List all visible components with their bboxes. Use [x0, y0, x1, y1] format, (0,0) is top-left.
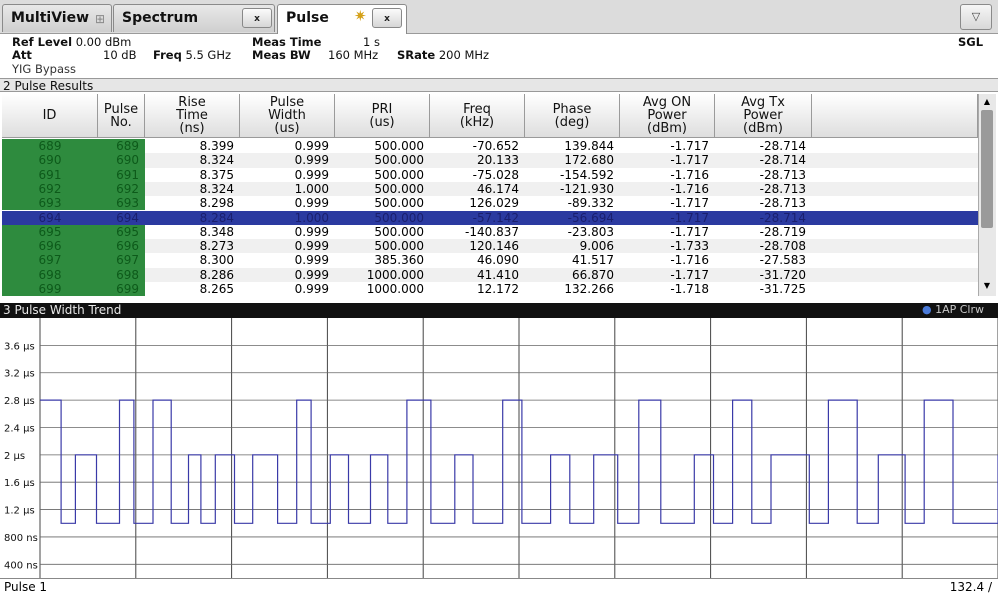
pulse-results-table: [2, 94, 978, 296]
col-pulse-no-cell: 696: [98, 239, 145, 253]
col-id-cell: 691: [2, 168, 98, 182]
col-pri-cell: 500.000: [374, 224, 424, 239]
table-row[interactable]: [2, 182, 978, 196]
tab-pulse-label: Pulse: [286, 10, 329, 26]
meas-time-setting: Meas Time: [252, 35, 322, 49]
col-id-header[interactable]: ID: [2, 94, 98, 138]
col-pulse-no-cell: 697: [98, 253, 145, 267]
scrollbar-thumb[interactable]: [981, 110, 993, 228]
scroll-down-icon[interactable]: ▼: [983, 281, 991, 290]
col-avg-on-power-cell: -1.717: [670, 267, 709, 282]
col-phase-cell: -23.803: [567, 224, 614, 239]
y-tick-label: 2.8 µs: [4, 396, 35, 408]
chevron-down-icon: ▽: [971, 10, 981, 23]
header-filler: [812, 94, 978, 138]
col-pulse-no-cell: 691: [98, 168, 145, 182]
col-pulse-width-cell: 1.000: [294, 181, 329, 196]
col-rise-time-cell: 8.324: [199, 181, 234, 196]
col-rise-time-cell: 8.286: [199, 267, 234, 282]
table-row[interactable]: [2, 139, 978, 153]
col-pri-cell: 500.000: [374, 153, 424, 168]
trend-title-text: 3 Pulse Width Trend: [3, 303, 122, 317]
col-freq-cell: 20.133: [477, 153, 519, 168]
col-pulse-no-cell: 698: [98, 268, 145, 282]
col-id-cell: 694: [2, 211, 98, 225]
y-tick-label: 2 µs: [4, 450, 26, 462]
table-row[interactable]: [2, 211, 978, 225]
col-pri-cell: 500.000: [374, 210, 424, 225]
col-pulse-width-cell: 0.999: [294, 253, 329, 268]
col-pulse-width-cell: 0.999: [294, 139, 329, 153]
col-phase-cell: -56.694: [567, 210, 614, 225]
y-tick-label: 400 ns: [4, 560, 38, 572]
trace-dot-icon: ●: [921, 303, 932, 316]
col-id-cell: 698: [2, 268, 98, 282]
freq-setting: Freq 5.5 GHz: [153, 48, 232, 62]
col-freq-cell: 46.174: [477, 181, 519, 196]
col-avg-on-power-cell: -1.717: [670, 139, 709, 153]
col-avg-tx-power-cell: -28.714: [759, 139, 806, 153]
scroll-up-icon[interactable]: ▲: [983, 97, 991, 106]
col-pulse-no-cell: 690: [98, 153, 145, 167]
col-id-cell: 696: [2, 239, 98, 253]
col-avg-tx-power-cell: -28.714: [759, 153, 806, 168]
table-row[interactable]: [2, 225, 978, 239]
col-id-cell: 699: [2, 282, 98, 296]
table-row[interactable]: [2, 253, 978, 267]
col-avg-tx-power-cell: -31.720: [759, 267, 806, 282]
col-freq-cell: 120.146: [469, 239, 519, 254]
col-avg-on-power-cell: -1.716: [670, 253, 709, 268]
col-id-cell: 697: [2, 253, 98, 267]
table-row[interactable]: [2, 282, 978, 296]
y-tick-label: 1.2 µs: [4, 505, 35, 517]
col-pri-cell: 1000.000: [366, 267, 424, 282]
y-tick-label: 3.6 µs: [4, 341, 35, 353]
pulse-label: Pulse 1: [4, 580, 48, 594]
col-avg-on-power-cell: -1.733: [670, 239, 709, 254]
col-pulse-width-cell: 0.999: [294, 167, 329, 182]
col-avg-on-power-header[interactable]: Avg ON Power (dBm): [620, 94, 715, 138]
meas-bw-value: 160 MHz: [328, 48, 379, 62]
pulse-width-trend-chart: [0, 318, 998, 578]
tab-spectrum-label: Spectrum: [122, 10, 199, 26]
col-rise-time-cell: 8.300: [199, 253, 234, 268]
col-phase-cell: 41.517: [572, 253, 614, 268]
close-pulse-button[interactable]: x: [372, 8, 402, 28]
col-pulse-width-cell: 0.999: [294, 224, 329, 239]
col-phase-cell: -154.592: [560, 167, 614, 182]
y-tick-label: 1.6 µs: [4, 478, 35, 490]
pulse-results-title: 2 Pulse Results: [0, 78, 998, 92]
col-pri-header[interactable]: PRI (us): [335, 94, 430, 138]
table-row[interactable]: [2, 153, 978, 167]
srate-setting: SRate 200 MHz: [397, 48, 490, 62]
col-phase-cell: 139.844: [564, 139, 614, 153]
col-pulse-width-header[interactable]: Pulse Width (us): [240, 94, 335, 138]
col-pulse-no-cell: 694: [98, 211, 145, 225]
col-pri-cell: 500.000: [374, 181, 424, 196]
col-phase-cell: -89.332: [567, 196, 614, 211]
col-avg-tx-power-cell: -28.708: [759, 239, 806, 254]
col-id-cell: 695: [2, 225, 98, 239]
col-pulse-width-cell: 0.999: [294, 267, 329, 282]
col-pulse-no-cell: 695: [98, 225, 145, 239]
col-freq-cell: -140.837: [465, 224, 519, 239]
col-rise-time-cell: 8.265: [199, 282, 234, 296]
table-scrollbar[interactable]: [978, 94, 996, 296]
col-phase-cell: 9.006: [579, 239, 614, 254]
tab-bar: [0, 0, 998, 34]
att-value: 10 dB: [103, 48, 137, 62]
scale-value: 132.4 /: [949, 580, 992, 594]
col-avg-tx-power-cell: -28.713: [759, 181, 806, 196]
col-avg-tx-power-header[interactable]: Avg Tx Power (dBm): [715, 94, 812, 138]
col-rise-time-cell: 8.284: [199, 210, 234, 225]
col-avg-tx-power-cell: -28.713: [759, 167, 806, 182]
col-pulse-width-cell: 0.999: [294, 196, 329, 211]
col-freq-cell: -75.028: [472, 167, 519, 182]
col-rise-time-cell: 8.273: [199, 239, 234, 254]
col-avg-on-power-cell: -1.717: [670, 210, 709, 225]
col-phase-header[interactable]: Phase (deg): [525, 94, 620, 138]
status-bar: [0, 578, 998, 594]
col-pulse-no-cell: 693: [98, 196, 145, 210]
col-rise-time-cell: 8.298: [199, 196, 234, 211]
col-freq-cell: 41.410: [477, 267, 519, 282]
col-avg-on-power-cell: -1.717: [670, 153, 709, 168]
col-avg-on-power-cell: -1.718: [670, 282, 709, 296]
col-pri-cell: 500.000: [374, 167, 424, 182]
table-row[interactable]: [2, 268, 978, 282]
col-avg-on-power-cell: -1.716: [670, 181, 709, 196]
col-pulse-no-cell: 689: [98, 139, 145, 153]
close-spectrum-button[interactable]: x: [242, 8, 272, 28]
col-freq-header[interactable]: Freq (kHz): [430, 94, 525, 138]
col-pulse-no-header[interactable]: Pulse No.: [98, 94, 145, 138]
col-avg-tx-power-cell: -28.719: [759, 224, 806, 239]
table-row[interactable]: [2, 168, 978, 182]
ref-level-setting: Ref Level 0.00 dBm: [12, 35, 132, 49]
col-pulse-width-cell: 1.000: [294, 210, 329, 225]
col-avg-on-power-cell: -1.716: [670, 167, 709, 182]
col-rise-time-header[interactable]: Rise Time (ns): [145, 94, 240, 138]
col-pulse-width-cell: 0.999: [294, 282, 329, 296]
grid-icon: ⊞: [95, 12, 106, 26]
col-avg-on-power-cell: -1.717: [670, 196, 709, 211]
chart-background: [0, 318, 998, 578]
meas-time-value: 1 s: [363, 35, 380, 49]
trace-label: ● 1AP Clrw: [921, 303, 984, 316]
col-id-cell: 692: [2, 182, 98, 196]
col-rise-time-cell: 8.375: [199, 167, 234, 182]
col-avg-tx-power-cell: -31.725: [759, 282, 806, 296]
col-pri-cell: 500.000: [374, 196, 424, 211]
table-row[interactable]: [2, 239, 978, 253]
col-pri-cell: 385.360: [374, 253, 424, 268]
tab-pulse[interactable]: [277, 4, 407, 34]
star-icon: ✷: [354, 7, 367, 25]
col-id-cell: 693: [2, 196, 98, 210]
tab-spectrum[interactable]: [113, 4, 275, 32]
col-pri-cell: 500.000: [374, 139, 424, 153]
y-tick-label: 800 ns: [4, 532, 38, 544]
col-pulse-width-cell: 0.999: [294, 153, 329, 168]
col-phase-cell: 172.680: [564, 153, 614, 168]
col-freq-cell: 12.172: [477, 282, 519, 296]
col-phase-cell: -121.930: [560, 181, 614, 196]
col-phase-cell: 66.870: [572, 267, 614, 282]
col-pulse-no-cell: 699: [98, 282, 145, 296]
col-avg-tx-power-cell: -27.583: [759, 253, 806, 268]
col-avg-tx-power-cell: -28.714: [759, 210, 806, 225]
sgl-indicator: SGL: [958, 35, 984, 49]
col-rise-time-cell: 8.399: [199, 139, 234, 153]
col-rise-time-cell: 8.324: [199, 153, 234, 168]
pulse-width-trend-title: [0, 303, 998, 318]
tab-multiview-label: MultiView: [11, 10, 90, 26]
col-pri-cell: 1000.000: [366, 282, 424, 296]
col-avg-on-power-cell: -1.717: [670, 224, 709, 239]
col-freq-cell: 46.090: [477, 253, 519, 268]
y-tick-label: 3.2 µs: [4, 368, 35, 380]
y-tick-label: 2.4 µs: [4, 423, 35, 435]
col-pulse-no-cell: 692: [98, 182, 145, 196]
col-id-cell: 689: [2, 139, 98, 153]
table-row[interactable]: [2, 196, 978, 210]
col-avg-tx-power-cell: -28.713: [759, 196, 806, 211]
col-rise-time-cell: 8.348: [199, 224, 234, 239]
view-dropdown-button[interactable]: [960, 4, 992, 30]
col-pulse-width-cell: 0.999: [294, 239, 329, 254]
col-freq-cell: 126.029: [469, 196, 519, 211]
col-phase-cell: 132.266: [564, 282, 614, 296]
meas-bw-setting: Meas BW: [252, 48, 311, 62]
col-id-cell: 690: [2, 153, 98, 167]
col-pri-cell: 500.000: [374, 239, 424, 254]
tab-multiview[interactable]: [2, 4, 112, 32]
col-freq-cell: -70.652: [472, 139, 519, 153]
att-setting: Att: [12, 48, 32, 62]
col-freq-cell: -57.142: [472, 210, 519, 225]
yig-bypass-label: YIG Bypass: [12, 62, 77, 76]
